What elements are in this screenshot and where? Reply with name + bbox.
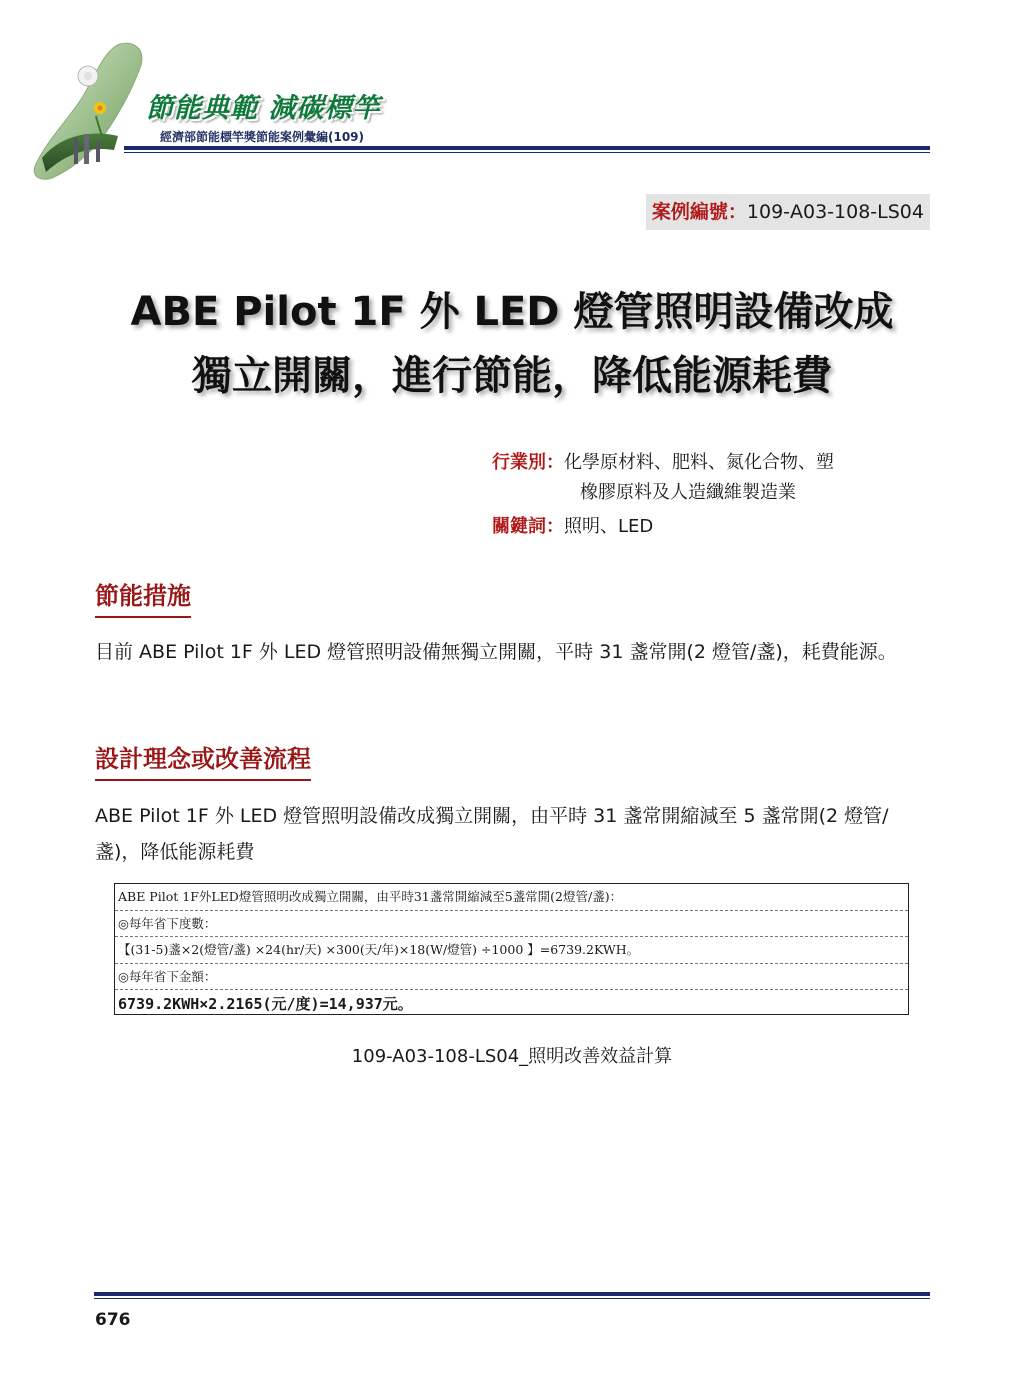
calc-row-intro: ABE Pilot 1F外LED燈管照明改成獨立開關，由平時31盞常開縮減至5盞常開(2燈管/盞)： xyxy=(115,884,908,911)
header-rule-thin xyxy=(124,152,930,153)
brand-subtitle: 經濟部節能標竿獎節能案例彙編(109) xyxy=(160,130,365,144)
section-heading-design: 設計理念或改善流程 xyxy=(95,743,311,781)
section-body-design: ABE Pilot 1F 外 LED 燈管照明設備改成獨立開關，由平時 31 盞常開縮減至 5 盞常開(2 燈管/盞)，降低能源耗費 xyxy=(95,805,889,863)
figure-caption: 109-A03-108-LS04_照明改善效益計算 xyxy=(351,1046,673,1067)
page-number: 676 xyxy=(95,1310,131,1330)
logo-graphic xyxy=(22,38,152,183)
section-heading-measures: 節能措施 xyxy=(95,580,191,618)
footer-rule-thick xyxy=(94,1292,930,1296)
calc-row-cost-formula: 6739.2KWH×2.2165(元/度)=14,937元。 xyxy=(118,995,413,1013)
case-number-badge xyxy=(646,194,930,230)
brand-title: 節能典範 減碳標竿 xyxy=(146,93,381,124)
header-rule-thick xyxy=(124,146,930,150)
footer-rule-thin xyxy=(94,1298,930,1299)
section-body-measures: 目前 ABE Pilot 1F 外 LED 燈管照明設備無獨立開關，平時 31 盞常開(2 燈管/盞)，耗費能源。 xyxy=(95,641,897,663)
keywords-label: 關鍵詞： xyxy=(492,516,564,537)
calc-row-cost-label: ◎每年省下金額： xyxy=(115,964,908,991)
document-title-line-1: ABE Pilot 1F 外 LED 燈管照明設備改成 xyxy=(130,289,894,335)
industry-label: 行業別： xyxy=(492,452,564,473)
calc-row-kwh-formula: 【(31-5)盞×2(燈管/盞) ×24(hr/天) ×300(天/年)×18(W/燈管) ÷1000 】=6739.2KWH。 xyxy=(115,937,908,964)
keywords-row xyxy=(492,512,932,542)
industry-value-line-2: 橡膠原料及人造纖維製造業 xyxy=(580,482,796,503)
industry-value-line-1: 化學原材料、肥料、氮化合物、塑 xyxy=(564,452,834,473)
keywords-value: 照明、LED xyxy=(564,516,654,537)
case-number-label: 案例編號： xyxy=(651,201,747,223)
industry-row xyxy=(492,448,932,478)
savings-calculation-box xyxy=(114,883,909,1015)
meta-info xyxy=(492,448,932,542)
industry-row-cont xyxy=(492,478,932,508)
document-title-line-2: 獨立開關，進行節能，降低能源耗費 xyxy=(192,353,832,399)
calc-row-kwh-label: ◎每年省下度數： xyxy=(115,911,908,938)
taiwan-leaf-logo xyxy=(22,38,152,183)
case-number-value: 109-A03-108-LS04 xyxy=(746,201,924,223)
document-title xyxy=(60,280,964,408)
